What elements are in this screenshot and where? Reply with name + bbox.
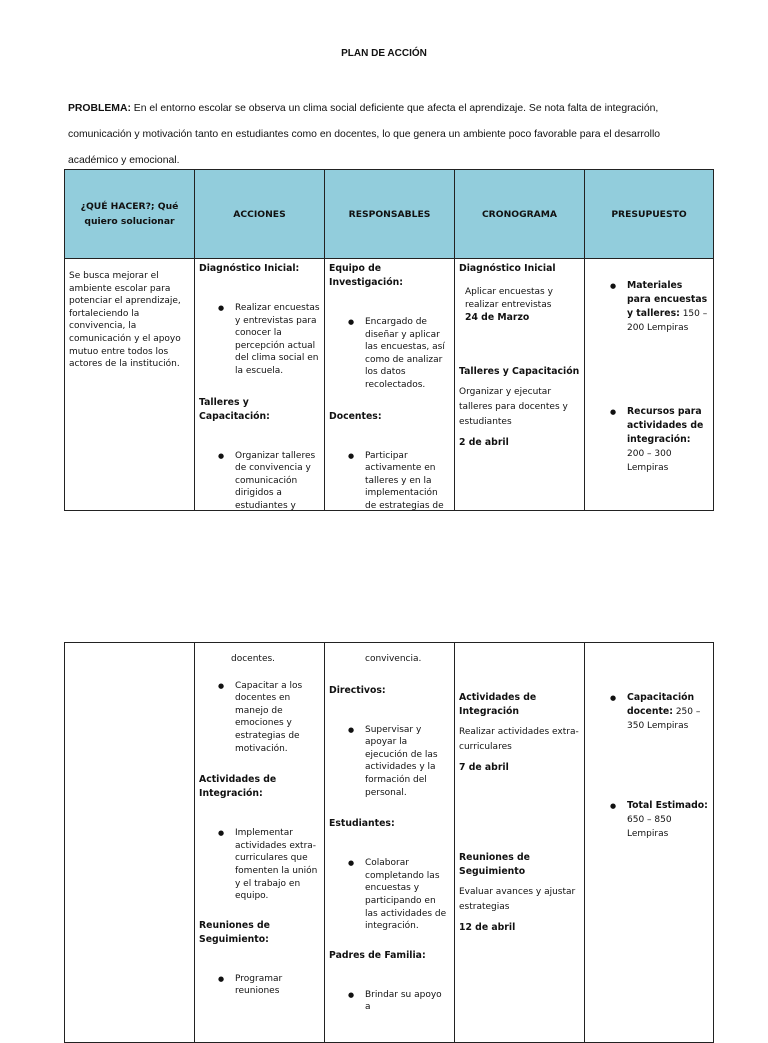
document-title: PLAN DE ACCIÓN (341, 48, 427, 59)
cronograma-heading-diagnostico: Diagnóstico Inicial (459, 263, 556, 274)
responsables-heading-estudiantes: Estudiantes: (329, 818, 395, 830)
cell-cronograma-2 (455, 643, 585, 1043)
acciones-heading-integracion: Actividades de Integración: (199, 774, 277, 800)
budget-value: 650 – 850 Lempiras (627, 815, 672, 839)
cronograma-text-4: Evaluar avances y ajustar estrategias (459, 887, 576, 912)
responsables-continued: convivencia. (365, 654, 422, 664)
cronograma-text-1: Aplicar encuestas y realizar entrevistas (465, 287, 553, 310)
header-responsables: RESPONSABLES (325, 170, 455, 259)
budget-value: 250 – 350 Lempiras (627, 707, 701, 731)
problem-statement (68, 96, 704, 174)
cell-presupuesto-2 (585, 643, 714, 1043)
responsables-heading-directivos: Directivos: (329, 684, 386, 696)
problem-text: En el entorno escolar se observa un clima social deficiente que afecta el aprendizaje. Se nota falta de integración, comunicación y motivación tanto en estudiantes como en docentes, lo que genera un ambiente poco favorable para el desarrollo académico y emocional. (68, 103, 661, 166)
header-presupuesto: PRESUPUESTO (585, 170, 714, 259)
header-que-hacer: ¿QUÉ HACER?; Qué quiero solucionar (65, 170, 195, 259)
budget-item-materiales (627, 279, 709, 335)
plan-table-part-2 (64, 642, 714, 1043)
cronograma-date-2: 2 de abril (459, 437, 509, 449)
budget-label: Capacitación docente: (627, 692, 695, 717)
responsables-heading-docentes: Docentes: (329, 410, 382, 422)
budget-item-recursos (627, 405, 709, 475)
responsables-heading-padres: Padres de Familia: (329, 949, 426, 961)
budget-value: 150 – 200 Lempiras (627, 309, 708, 333)
header-acciones: ACCIONES (195, 170, 325, 259)
cronograma-date-1: 24 de Marzo (465, 312, 530, 324)
list-item: ● Programar reuniones (235, 973, 320, 998)
list-item: ● Encargado de diseñar y aplicar las encuestas, así como de analizar los datos recolectados. (365, 316, 450, 392)
cronograma-text-3: Realizar actividades extra-curriculares (459, 727, 579, 752)
acciones-heading-diagnostico: Diagnóstico Inicial: (199, 263, 300, 274)
budget-item-capacitacion (627, 691, 709, 733)
cronograma-date-4: 12 de abril (459, 922, 516, 933)
cronograma-date-3: 7 de abril (459, 762, 509, 773)
objective-text: Se busca mejorar el ambiente escolar para potenciar el aprendizaje, fortaleciendo la convivencia, la comunicación y el apoyo mutuo entre todos los actores de la institución. (69, 271, 181, 370)
cell-presupuesto-1 (585, 259, 714, 511)
list-item: ● Implementar actividades extra-curriculares que fomenten la unión y el trabajo en equipo. (235, 827, 320, 903)
cell-acciones-2 (195, 643, 325, 1043)
list-item: ● Organizar talleres de convivencia y comunicación dirigidos a estudiantes y (235, 450, 320, 511)
cell-acciones-1 (195, 259, 325, 511)
cell-cronograma-1 (455, 259, 585, 511)
cell-objective-cont (65, 643, 195, 1043)
plan-table-part-1 (64, 169, 714, 511)
acciones-continued: docentes. (231, 654, 276, 664)
list-item: ● Realizar encuestas y entrevistas para conocer la percepción actual del clima social en la escuela. (235, 302, 320, 378)
cronograma-heading-talleres: Talleres y Capacitación (459, 366, 580, 378)
problem-label: PROBLEMA: (68, 103, 131, 114)
header-cronograma: CRONOGRAMA (455, 170, 585, 259)
budget-label: Total Estimado: (627, 800, 708, 811)
list-item: ● Participar activamente en talleres y en la implementación de estrategias de (365, 450, 450, 511)
list-item: ● Colaborar completando las encuestas y participando en las actividades de integración. (365, 857, 450, 933)
list-item: ● Supervisar y apoyar la ejecución de las actividades y la formación del personal. (365, 724, 450, 800)
cell-objective (65, 259, 195, 511)
list-item: ● Capacitar a los docentes en manejo de emociones y estrategias de motivación. (235, 680, 320, 756)
cell-responsables-2 (325, 643, 455, 1043)
acciones-heading-talleres: Talleres y Capacitación: (199, 396, 270, 422)
cronograma-text-2: Organizar y ejecutar talleres para docentes y estudiantes (459, 387, 568, 428)
list-item: ● Brindar su apoyo a (365, 989, 450, 1014)
budget-value: 200 – 300 Lempiras (627, 449, 672, 473)
cronograma-heading-reuniones: Reuniones de Seguimiento (459, 852, 530, 877)
cronograma-heading-integracion: Actividades de Integración (459, 692, 537, 717)
budget-label: Recursos para actividades de integración: (627, 406, 704, 445)
cell-responsables-1 (325, 259, 455, 511)
responsables-heading-equipo: Equipo de Investigación: (329, 263, 403, 288)
acciones-heading-reuniones: Reuniones de Seguimiento: (199, 919, 270, 945)
budget-label: Materiales para encuestas y talleres: (627, 280, 708, 319)
budget-item-total (627, 799, 709, 841)
